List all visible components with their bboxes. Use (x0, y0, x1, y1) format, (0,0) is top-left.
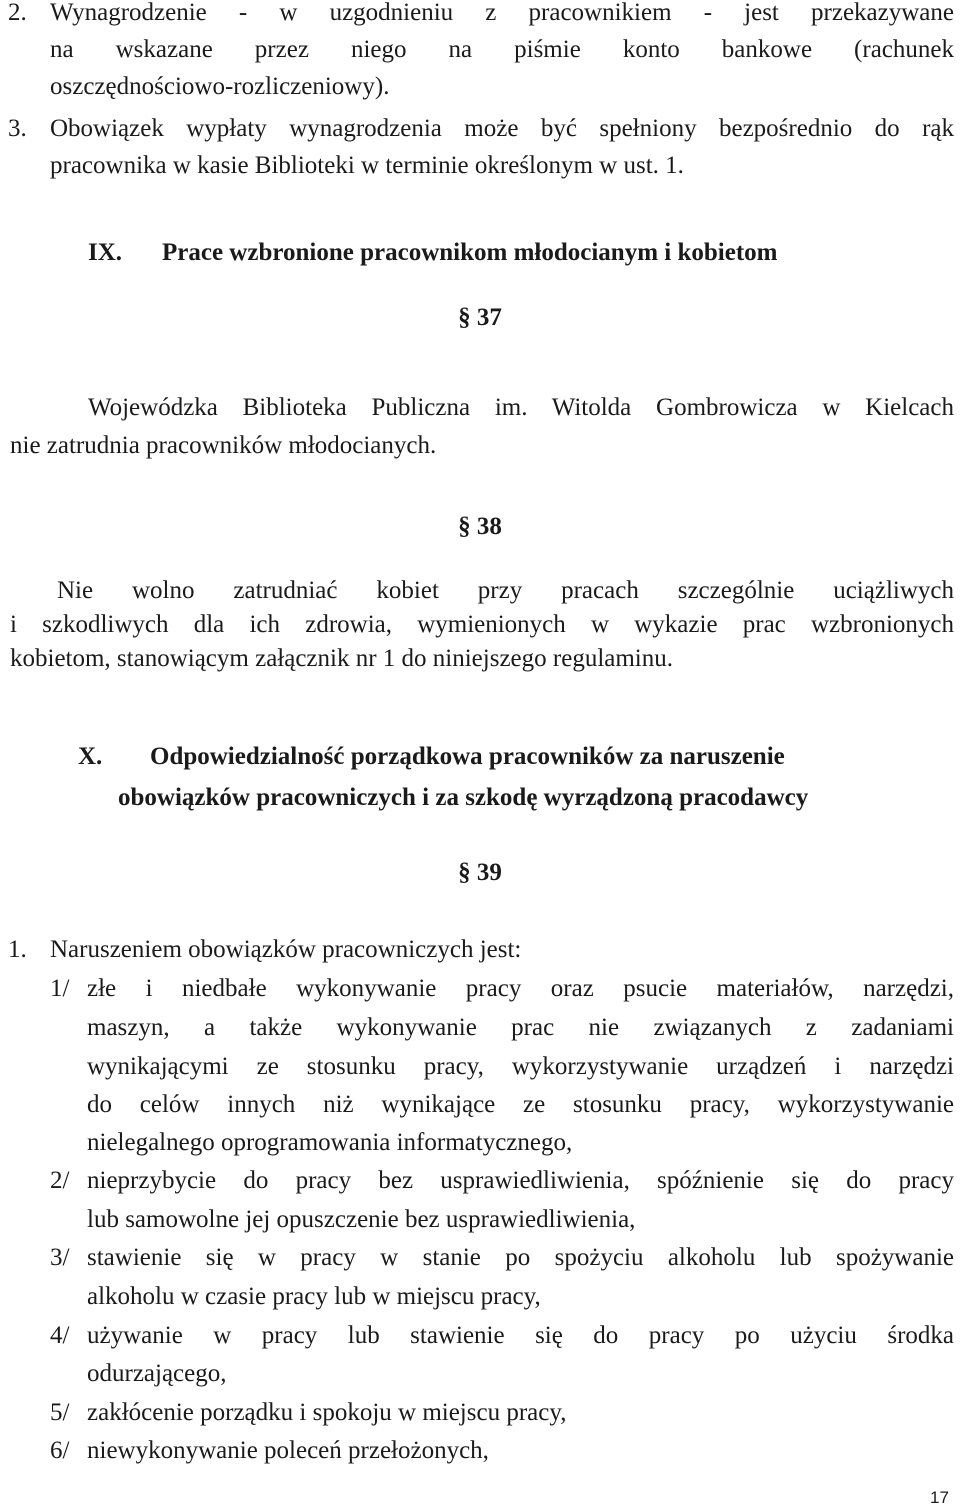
item-2-line-3: oszczędnościowo-rozliczeniowy). (50, 73, 390, 100)
list-item-number: 2/ (50, 1167, 70, 1194)
paragraph-37-line-2: nie zatrudnia pracowników młodocianych. (10, 432, 437, 459)
list-item-number: 6/ (50, 1437, 70, 1464)
item-3-line-1: Obowiązek wypłaty wynagrodzenia może być spełniony bezpośrednio do rąk (50, 115, 954, 142)
section-9-title: Prace wzbronione pracownikom młodocianym i kobietom (162, 239, 778, 266)
section-10-numeral: X. (78, 743, 103, 770)
list-item-line: wynikającymi ze stosunku pracy, wykorzystywanie urządzeń i narzędzi (87, 1053, 954, 1080)
list-item-line: stawienie się w pracy w stanie po spożyciu alkoholu lub spożywanie (87, 1244, 954, 1271)
item-2-line-1: Wynagrodzenie - w uzgodnieniu z pracownikiem - jest przekazywane (50, 0, 954, 26)
paragraph-37-mark: § 37 (458, 304, 502, 331)
section-10-title-line-1: Odpowiedzialność porządkowa pracowników za naruszenie (150, 743, 785, 770)
paragraph-38-line-2: i szkodliwych dla ich zdrowia, wymienionych w wykazie prac wzbronionych (10, 611, 954, 638)
list-item-number: 1/ (50, 975, 70, 1002)
item-3-number: 3. (8, 115, 27, 142)
list-item-line: zakłócenie porządku i spokoju w miejscu pracy, (87, 1399, 567, 1426)
list-item-number: 5/ (50, 1399, 70, 1426)
list-item-line: lub samowolne jej opuszczenie bez usprawiedliwienia, (87, 1206, 636, 1233)
paragraph-39-point-1-text: Naruszeniem obowiązków pracowniczych jest: (50, 936, 522, 963)
list-item-line: do celów innych niż wynikające ze stosunku pracy, wykorzystywanie (87, 1091, 954, 1118)
list-item-line: używanie w pracy lub stawienie się do pracy po użyciu środka (87, 1322, 954, 1349)
list-item-line: odurzającego, (87, 1360, 227, 1387)
item-2-number: 2. (8, 0, 27, 26)
list-item-line: niewykonywanie poleceń przełożonych, (87, 1437, 489, 1464)
list-item-number: 3/ (50, 1244, 70, 1271)
paragraph-39-point-1-number: 1. (8, 936, 27, 963)
item-3-line-2: pracownika w kasie Biblioteki w terminie określonym w ust. 1. (50, 152, 684, 179)
list-item-line: maszyn, a także wykonywanie prac nie związanych z zadaniami (87, 1014, 954, 1041)
list-item-number: 4/ (50, 1322, 70, 1349)
section-9-numeral: IX. (88, 239, 123, 266)
list-item-line: alkoholu w czasie pracy lub w miejscu pracy, (87, 1283, 541, 1310)
paragraph-38-line-1: Nie wolno zatrudniać kobiet przy pracach szczególnie uciążliwych (57, 577, 954, 604)
list-item-line: złe i niedbałe wykonywanie pracy oraz psucie materiałów, narzędzi, (87, 975, 954, 1002)
paragraph-38-line-3: kobietom, stanowiącym załącznik nr 1 do niniejszego regulaminu. (10, 645, 674, 672)
item-2-line-2: na wskazane przez niego na piśmie konto bankowe (rachunek (50, 36, 954, 63)
paragraph-38-mark: § 38 (458, 513, 502, 540)
section-10-title-line-2: obowiązków pracowniczych i za szkodę wyrządzoną pracodawcy (118, 784, 809, 811)
list-item-line: nieprzybycie do pracy bez usprawiedliwienia, spóźnienie się do pracy (87, 1167, 954, 1194)
paragraph-37-line-1: Wojewódzka Biblioteka Publiczna im. Witolda Gombrowicza w Kielcach (88, 394, 954, 421)
paragraph-39-mark: § 39 (458, 859, 502, 886)
page-number: 17 (930, 1488, 949, 1507)
list-item-line: nielegalnego oprogramowania informatycznego, (87, 1129, 573, 1156)
